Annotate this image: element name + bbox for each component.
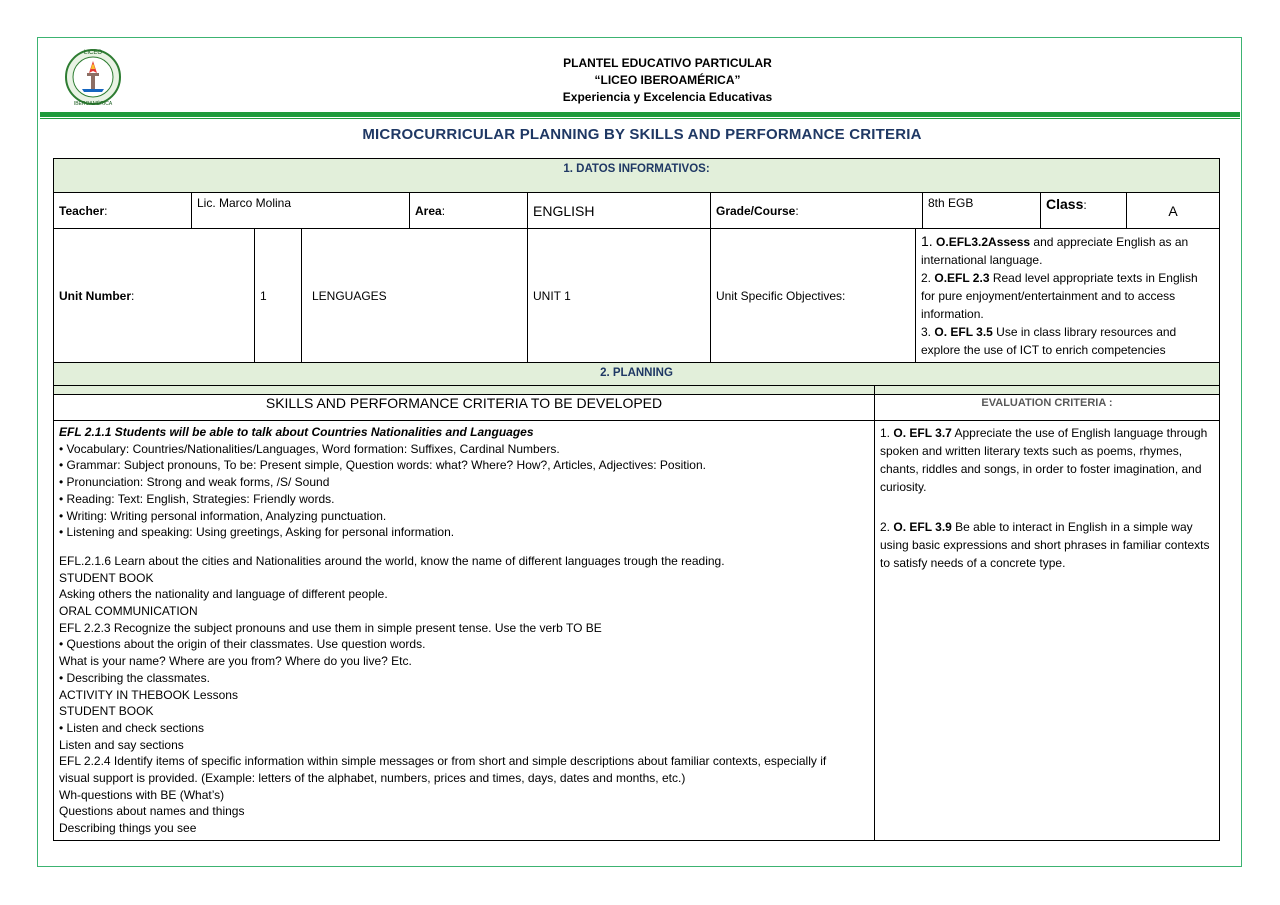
skills-line: ACTIVITY IN THEBOOK Lessons — [59, 687, 238, 702]
grade-label-cell: Grade/Course: — [711, 193, 923, 229]
unit-code: UNIT 1 — [528, 229, 711, 363]
objective-item — [921, 232, 1214, 269]
planning-band: 2. PLANNING — [54, 363, 1220, 395]
objective-text: Use in class library resources and explore the use of ICT to enrich competencies — [921, 325, 1177, 357]
logo-text-top: LICEO — [83, 50, 103, 56]
skills-line: Describing things you see — [59, 821, 197, 836]
grade-value: 8th EGB — [923, 193, 1041, 229]
school-type: PLANTEL EDUCATIVO PARTICULAR — [563, 56, 772, 70]
skills-bullet: • Reading: Text: English, Strategies: Friendly words. — [59, 491, 869, 508]
skills-line: • Questions about the origin of their classmates. Use question words. — [59, 636, 869, 653]
teacher-label: Teacher — [59, 203, 105, 218]
class-label: Class — [1046, 196, 1084, 212]
skills-bullet: • Listening and speaking: Using greetings, Asking for personal information. — [59, 524, 869, 541]
skills-content — [54, 421, 875, 841]
school-logo — [62, 45, 124, 107]
skills-bullet: • Writing: Writing personal information, Analyzing punctuation. — [59, 508, 869, 525]
datos-informativos-table — [53, 158, 1220, 395]
header-divider — [40, 112, 1240, 117]
evaluation-item — [880, 424, 1214, 496]
evaluation-code: O. EFL 3.7 — [893, 426, 952, 440]
area-label-cell: Area: — [410, 193, 528, 229]
unit-number-label-cell: Unit Number: — [54, 229, 255, 363]
skills-bullet: • Pronunciation: Strong and weak forms, /S/ Sound — [59, 474, 869, 491]
objective-code: O.EFL3.2Assess — [936, 235, 1031, 249]
datos-band: 1. DATOS INFORMATIVOS: — [54, 159, 1220, 193]
school-name: “LICEO IBEROAMÉRICA” — [594, 73, 741, 87]
skills-line: visual support is provided. (Example: letters of the alphabet, numbers, prices and times, days, dates and months, etc.) — [59, 771, 686, 786]
evaluation-content — [875, 421, 1220, 841]
objective-item — [921, 323, 1214, 359]
objective-text: and appreciate English as an international language. — [921, 235, 1189, 267]
skills-bullet: • Vocabulary: Countries/Nationalities/Languages, Word formation: Suffixes, Cardinal Numbers. — [59, 441, 869, 458]
document-title: MICROCURRICULAR PLANNING BY SKILLS AND PERFORMANCE CRITERIA — [362, 126, 922, 143]
evaluation-header: EVALUATION CRITERIA : — [875, 386, 1220, 421]
skills-line: STUDENT BOOK — [59, 570, 154, 585]
grade-label: Grade/Course — [716, 203, 796, 218]
skills-bullet: • Grammar: Subject pronouns, To be: Present simple, Question words: what? Where? How?, Articles, Adjectives: Position. — [59, 457, 869, 474]
skills-line: Listen and say sections — [59, 737, 184, 752]
objective-code: O. EFL 3.5 — [934, 325, 993, 339]
evaluation-num: 1. — [880, 426, 891, 440]
skills-line: STUDENT BOOK — [59, 704, 154, 719]
objectives-label: Unit Specific Objectives: — [711, 229, 916, 363]
unit-objectives — [916, 229, 1220, 363]
skills-line: ORAL COMMUNICATION — [59, 604, 198, 619]
unit-number-value: 1 — [255, 229, 302, 363]
class-label-cell: Class: — [1041, 193, 1127, 229]
skills-line: • Describing the classmates. — [59, 670, 869, 687]
evaluation-text: Be able to interact in English in a simple way using basic expressions and short phrases in familiar contexts to satisfy needs of a concrete type. — [880, 520, 1210, 570]
evaluation-item — [880, 518, 1214, 572]
skills-line: EFL 2.2.4 Identify items of specific information within simple messages or from short and simple descriptions about familiar contexts, especially if — [59, 754, 827, 769]
school-motto: Experiencia y Excelencia Educativas — [562, 90, 773, 104]
skills-title: EFL 2.1.1 Students will be able to talk about Countries Nationalities and Languages — [59, 425, 534, 439]
planning-table — [53, 385, 1220, 841]
skills-header: SKILLS AND PERFORMANCE CRITERIA TO BE DEVELOPED — [54, 386, 875, 421]
evaluation-num: 2. — [880, 520, 891, 534]
objective-num: 3. — [921, 325, 932, 339]
evaluation-code: O. EFL 3.9 — [893, 520, 952, 534]
skills-line: What is your name? Where are you from? Where do you live? Etc. — [59, 654, 412, 669]
area-label: Area — [415, 203, 442, 218]
objective-code: O.EFL 2.3 — [934, 271, 990, 285]
skills-line: EFL.2.1.6 Learn about the cities and Nationalities around the world, know the name of different languages trough the reading. — [59, 553, 725, 568]
area-value: ENGLISH — [528, 193, 711, 229]
header-divider-thin — [40, 118, 1240, 119]
skills-line: Wh-questions with BE (What’s) — [59, 787, 225, 802]
skills-line: Questions about names and things — [59, 804, 245, 819]
unit-name: LENGUAGES — [302, 229, 528, 363]
objective-num: 1. — [921, 233, 933, 249]
unit-number-label: Unit Number — [59, 288, 131, 303]
teacher-value: Lic. Marco Molina — [192, 193, 410, 229]
skills-line: Asking others the nationality and language of different people. — [59, 587, 388, 602]
class-value: A — [1127, 193, 1220, 229]
evaluation-text: Appreciate the use of English language through spoken and written literary texts such as poems, rhymes, chants, riddles and songs, in order to foster imagination, and curiosity. — [880, 426, 1208, 494]
logo-text-bottom: IBEROAMÉRICA — [73, 101, 113, 107]
school-header — [420, 55, 915, 106]
objective-text: Read level appropriate texts in English for pure enjoyment/entertainment and to access information. — [921, 271, 1198, 321]
objective-num: 2. — [921, 271, 932, 285]
teacher-label-cell: Teacher: — [54, 193, 192, 229]
objective-item — [921, 269, 1214, 323]
skills-line: EFL 2.2.3 Recognize the subject pronouns and use them in simple present tense. Use the verb TO BE — [59, 620, 602, 635]
skills-line: • Listen and check sections — [59, 720, 869, 737]
